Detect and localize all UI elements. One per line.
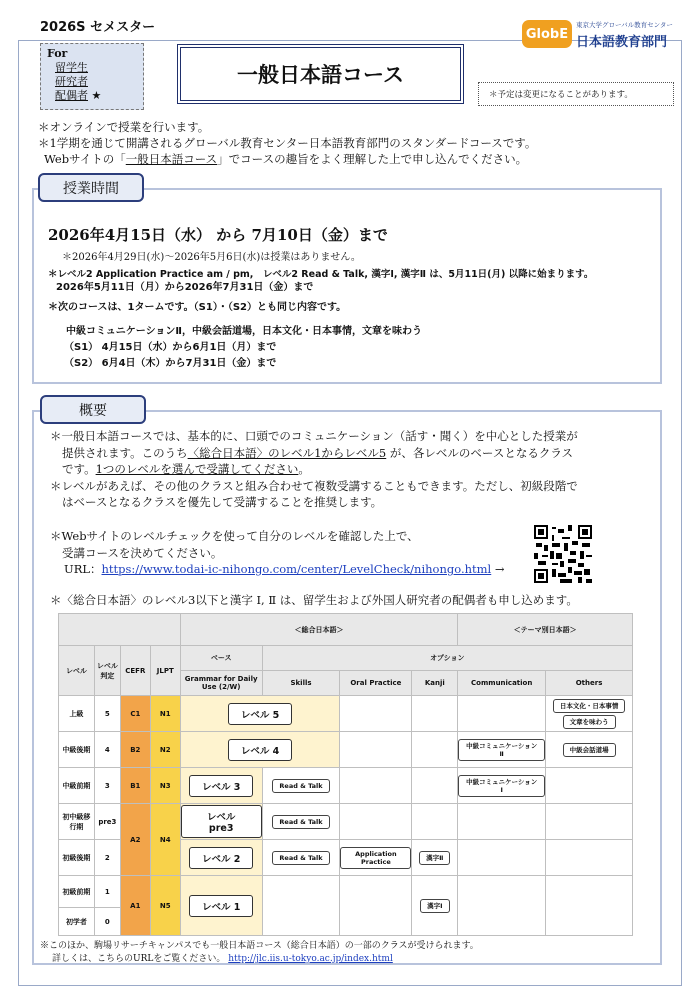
table-row: 初学者 0	[59, 908, 633, 936]
level-3-class[interactable]: レベル 3	[189, 775, 253, 797]
qr-code-icon	[534, 525, 592, 583]
cefr-header: CEFR	[120, 646, 150, 696]
course-link[interactable]: 一般日本語コース	[125, 152, 218, 166]
level-table	[58, 613, 633, 936]
level-check-link[interactable]: https://www.todai-ic-nihongo.com/center/LevelCheck/nihongo.html	[101, 562, 492, 576]
sogo-header: ＜総合日本語＞	[180, 614, 458, 646]
level-1-class[interactable]: レベル 1	[189, 895, 253, 917]
level-check-text: ＊Webサイトのレベルチェックを使って自分のレベルを確認した上で、 受講コースを決めてください。 URL：https://www.todai-ic-nihongo.com/center/LevelCheck/nihongo.html →	[50, 529, 505, 576]
holiday-note: ＊2026年4月29日(水)～2026年5月6日(水)は授業はありません。	[62, 252, 361, 263]
komaba-link[interactable]: http://jlc.iis.u-tokyo.ac.jp/index.html	[228, 954, 393, 964]
table-row: 上級 5 C1 N1 レベル 5 日本文化・日本事情 文章を味わう	[59, 696, 633, 732]
skills-header: Skills	[262, 671, 340, 696]
kanji1-class[interactable]: 漢字Ⅰ	[420, 899, 449, 913]
level-2-class[interactable]: レベル 2	[189, 847, 253, 869]
table-row: 初級後期 2 レベル 2 Read & Talk Application Practice 漢字Ⅱ	[59, 840, 633, 876]
s1-dates: （S1） 4月15日（水）から6月1日（月）まで	[64, 342, 277, 353]
level-5-class[interactable]: レベル 5	[228, 703, 292, 725]
star-icon: ★	[91, 89, 102, 102]
level-4-class[interactable]: レベル 4	[228, 739, 292, 761]
theme-header: ＜テーマ別日本語＞	[458, 614, 633, 646]
jlpt-header: JLPT	[150, 646, 180, 696]
eligibility-note: ＊〈総合日本語〉のレベル3以下と漢字 Ⅰ, Ⅱ は、留学生および外国人研究者の配偶者も申し込めます。	[50, 593, 578, 607]
audience-item: 配偶者	[55, 89, 88, 102]
base-header: ベース	[180, 646, 262, 671]
read-talk-class[interactable]: Read & Talk	[272, 851, 329, 865]
one-term-courses: 中級コミュニケーションⅡ，中級会話道場，日本文化・日本事情，文章を味わう	[66, 326, 422, 337]
overview-text: ＊一般日本語コースでは、基本的に、口頭でのコミュニケーション（話す・聞く）を中心とした授業が 提供されます。このうち〈総合日本語〉のレベル1からレベル5 が、各レベルのベースとなるクラス です。1つのレベルを選んで受講してください。 ＊レベルがあえば、その他のクラスと組み合わせて複数受講することもできます。ただし、初級段階で はベースとなるクラスを優先して受講することを推奨します。	[50, 429, 578, 509]
schedule-panel	[32, 188, 662, 384]
read-talk-class[interactable]: Read & Talk	[272, 779, 329, 793]
logo	[522, 18, 680, 52]
grammar-header: Grammar for Daily Use (2/W)	[180, 671, 262, 696]
audience-label: For	[47, 47, 68, 60]
kanji2-class[interactable]: 漢字Ⅱ	[419, 851, 450, 865]
footer-note: ※このほか、駒場リサーチキャンパスでも一般日本語コース（総合日本語）の一部のクラスが受けられます。 詳しくは、こちらのURLをご覧ください。 http://jlc.iis.u-tokyo.ac.jp/index.html	[40, 941, 479, 964]
schedule-heading: 授業時間	[38, 173, 144, 202]
semester-label: 2026S セメスター	[40, 20, 156, 35]
overview-heading: 概要	[40, 395, 146, 424]
comm2-class[interactable]: 中級コミュニケーションⅡ	[458, 739, 545, 761]
level-pre3-class[interactable]: レベル pre3	[181, 805, 262, 838]
hantei-header: レベル判定	[94, 646, 120, 696]
option-header: オプション	[262, 646, 632, 671]
bunsho-class[interactable]: 文章を味わう	[563, 715, 616, 729]
application-practice-class[interactable]: Application Practice	[340, 847, 411, 869]
intro-line: ＊オンラインで授業を行います。	[38, 120, 210, 134]
level-header: レベル	[59, 646, 95, 696]
page-title: 一般日本語コース	[177, 44, 464, 104]
comm1-class[interactable]: 中級コミュニケーションⅠ	[458, 775, 545, 797]
level2-dates: 2026年5月11日（月）から2026年7月31日（金）まで	[56, 282, 314, 293]
table-row: 初級前期 1 A1 N5 レベル 1 漢字Ⅰ	[59, 876, 633, 908]
intro-line: 」でコースの趣旨をよく理解した上で申し込んでください。	[217, 152, 528, 166]
table-row: 中級前期 3 B1 N3 レベル 3 Read & Talk 中級コミュニケーションⅠ	[59, 768, 633, 804]
level2-note: ＊レベル2 Application Practice am / pm, レベル2 Read & Talk, 漢字Ⅰ, 漢字Ⅱ は、5月11日(月) 以降に始まります。	[48, 269, 594, 280]
audience-item: 留学生	[55, 61, 88, 74]
table-row: 中級後期 4 B2 N2 レベル 4 中級コミュニケーションⅡ 中級会話道場	[59, 732, 633, 768]
table-row: 初中級移行期 pre3 A2 N4 レベル pre3 Read & Talk	[59, 804, 633, 840]
one-term-note: ＊次のコースは、1タームです。（S1）・（S2）とも同じ内容です。	[48, 302, 347, 313]
change-note: ＊予定は変更になることがあります。	[478, 82, 674, 106]
audience-item: 研究者	[55, 75, 88, 88]
oral-header: Oral Practice	[340, 671, 412, 696]
intro-text	[38, 119, 536, 167]
others-header: Others	[546, 671, 633, 696]
arrow-icon: →	[494, 562, 505, 576]
s2-dates: （S2） 6月4日（木）から7月31日（金）まで	[64, 358, 277, 369]
logo-name: 日本語教育部門	[576, 35, 668, 50]
audience-box	[40, 43, 144, 110]
kaiwa-class[interactable]: 中級会話道場	[563, 743, 616, 757]
globe-logo-mark: GlobE	[522, 20, 572, 48]
intro-line: ＊1学期を通じて開講されるグローバル教育センター日本語教育部門のスタンダードコースです。	[38, 136, 537, 150]
comm-header: Communication	[458, 671, 546, 696]
logo-subtitle: 東京大学グローバル教育センター	[576, 21, 673, 29]
read-talk-class[interactable]: Read & Talk	[272, 815, 329, 829]
kanji-header: Kanji	[412, 671, 458, 696]
culture-class[interactable]: 日本文化・日本事情	[553, 699, 626, 713]
intro-line: Webサイトの「	[44, 152, 126, 166]
course-dates: 2026年4月15日（水） から 7月10日（金）まで	[48, 226, 388, 244]
